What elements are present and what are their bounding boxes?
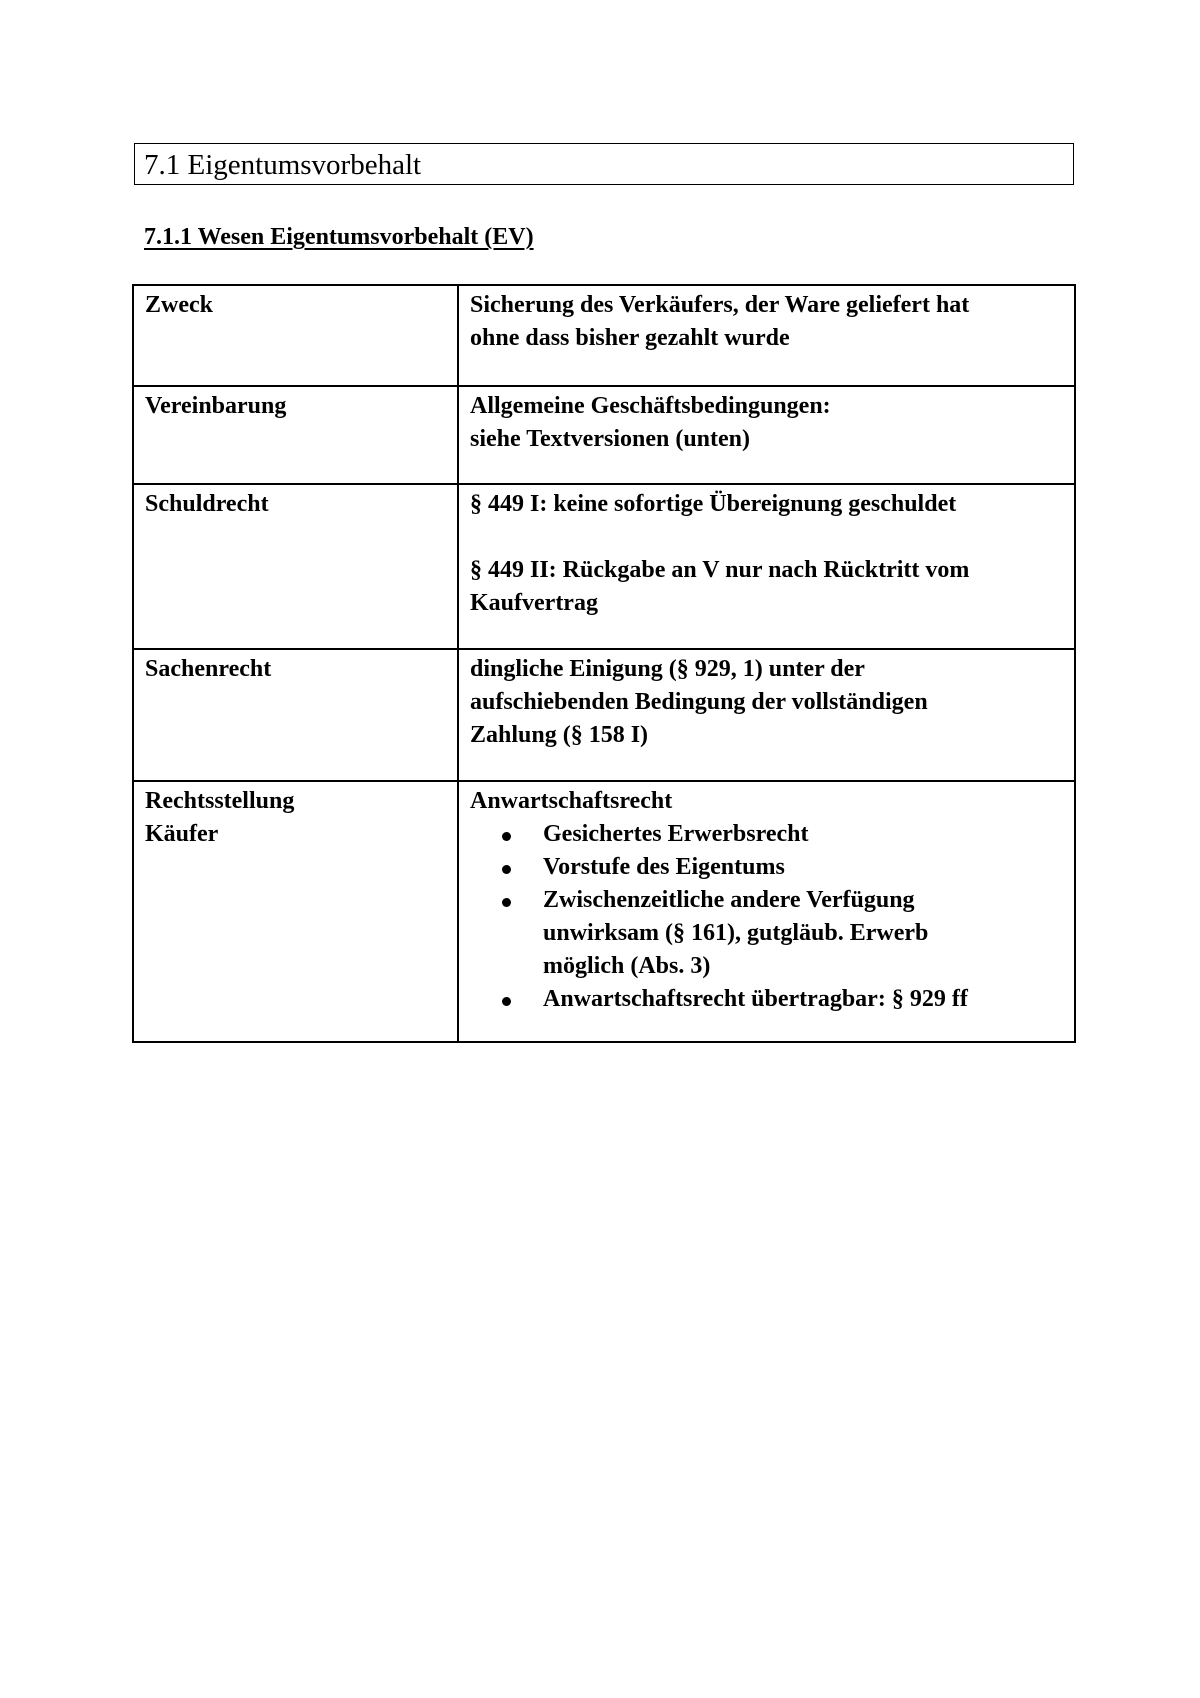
content-line: ohne dass bisher gezahlt wurde [470, 325, 790, 351]
content-line: siehe Textversionen (unten) [470, 426, 751, 452]
table-row [133, 781, 1075, 1042]
bullet-text: Gesichertes Erwerbsrecht [543, 821, 809, 847]
table-row [133, 386, 1075, 484]
bullet-text: unwirksam (§ 161), gutgläub. Erwerb [543, 920, 929, 946]
content-line: § 449 II: Rückgabe an V nur nach Rücktritt vom [470, 557, 970, 583]
bullet-icon [502, 997, 511, 1006]
label-line: Zweck [145, 292, 213, 318]
list-item [543, 884, 1064, 983]
eigentumsvorbehalt-table [132, 284, 1076, 1043]
content-line: Kaufvertrag [470, 590, 598, 616]
bullet-icon [502, 865, 511, 874]
row-content-schuldrecht [458, 484, 1075, 649]
row-label-zweck [133, 285, 458, 386]
content-line: Sicherung des Verkäufers, der Ware geliefert hat [470, 292, 970, 318]
content-line: aufschiebenden Bedingung der vollständigen [470, 689, 928, 715]
subsection-title: 7.1.1 Wesen Eigentumsvorbehalt (EV) [144, 224, 534, 250]
bullet-icon [502, 832, 511, 841]
label-line: Sachenrecht [145, 656, 272, 682]
content-line: Zahlung (§ 158 I) [470, 722, 649, 748]
row-label-sachenrecht [133, 649, 458, 781]
label-line: Rechtsstellung [145, 788, 295, 814]
table-row [133, 649, 1075, 781]
label-line: Vereinbarung [145, 393, 287, 419]
table-row [133, 484, 1075, 649]
row-content-zweck [458, 285, 1075, 386]
bullet-text: Zwischenzeitliche andere Verfügung [543, 887, 915, 913]
bullet-text: Vorstufe des Eigentums [543, 854, 785, 880]
content-line: § 449 I: keine sofortige Übereignung geschuldet [470, 491, 957, 517]
list-item [543, 818, 1064, 851]
paragraph-spacer [470, 521, 1064, 554]
label-line: Käufer [145, 821, 219, 847]
row-label-vereinbarung [133, 386, 458, 484]
row-content-rechtsstellung [458, 781, 1075, 1042]
label-line: Schuldrecht [145, 491, 269, 517]
content-line: Allgemeine Geschäftsbedingungen: [470, 393, 831, 419]
bullet-text: möglich (Abs. 3) [543, 953, 711, 979]
section-title: 7.1 Eigentumsvorbehalt [134, 143, 1074, 185]
bullet-list [470, 818, 1064, 1016]
bullet-icon [502, 898, 511, 907]
row-label-rechtsstellung [133, 781, 458, 1042]
row-content-vereinbarung [458, 386, 1075, 484]
table-row [133, 285, 1075, 386]
row-content-sachenrecht [458, 649, 1075, 781]
bullet-text: Anwartschaftsrecht übertragbar: § 929 ff [543, 986, 968, 1012]
content-line: dingliche Einigung (§ 929, 1) unter der [470, 656, 865, 682]
content-heading: Anwartschaftsrecht [470, 788, 673, 814]
row-label-schuldrecht [133, 484, 458, 649]
list-item [543, 983, 1064, 1016]
list-item [543, 851, 1064, 884]
